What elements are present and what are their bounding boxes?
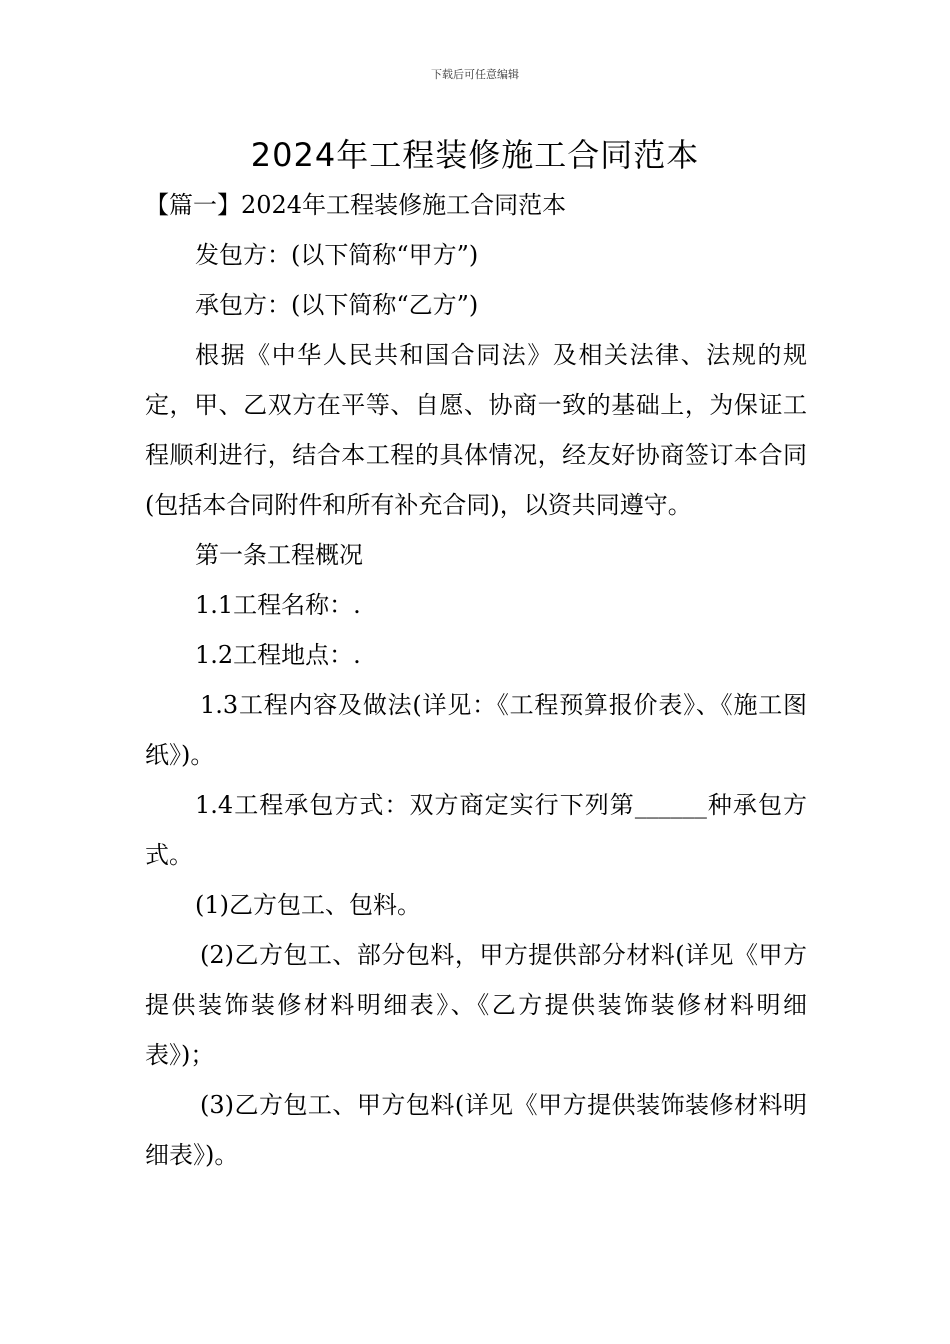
item-1-1: 1.1工程名称：. — [195, 591, 361, 619]
item-1-3: 1.3工程内容及做法(详见：《工程预算报价表》、《施工图纸》)。 — [145, 691, 807, 769]
option-1: (1)乙方包工、包料。 — [195, 891, 421, 919]
article-1-title: 第一条工程概况 — [195, 541, 363, 569]
item-1-4: 1.4工程承包方式：双方商定实行下列第______种承包方式。 — [145, 791, 807, 869]
party-a-line: 发包方：(以下简称“甲方”) — [195, 241, 479, 269]
item-1-2: 1.2工程地点：. — [195, 641, 361, 669]
document-body — [145, 180, 807, 1180]
section-heading: 【篇一】2024年工程装修施工合同范本 — [145, 191, 567, 219]
party-b-line: 承包方：(以下简称“乙方”) — [195, 291, 479, 319]
document-title: 2024年工程装修施工合同范本 — [250, 136, 700, 174]
option-2: (2)乙方包工、部分包料，甲方提供部分材料(详见《甲方提供装饰装修材料明细表》、《乙方提供装饰装修材料明细表》)； — [145, 941, 807, 1069]
preamble-paragraph: 根据《中华人民共和国合同法》及相关法律、法规的规定，甲、乙双方在平等、自愿、协商一致的基础上，为保证工程顺利进行，结合本工程的具体情况，经友好协商签订本合同(包括本合同附件和所有补充合同)，以资共同遵守。 — [145, 341, 807, 519]
option-3: (3)乙方包工、甲方包料(详见《甲方提供装饰装修材料明细表》)。 — [145, 1091, 807, 1169]
header-note: 下载后可任意编辑 — [431, 68, 519, 81]
